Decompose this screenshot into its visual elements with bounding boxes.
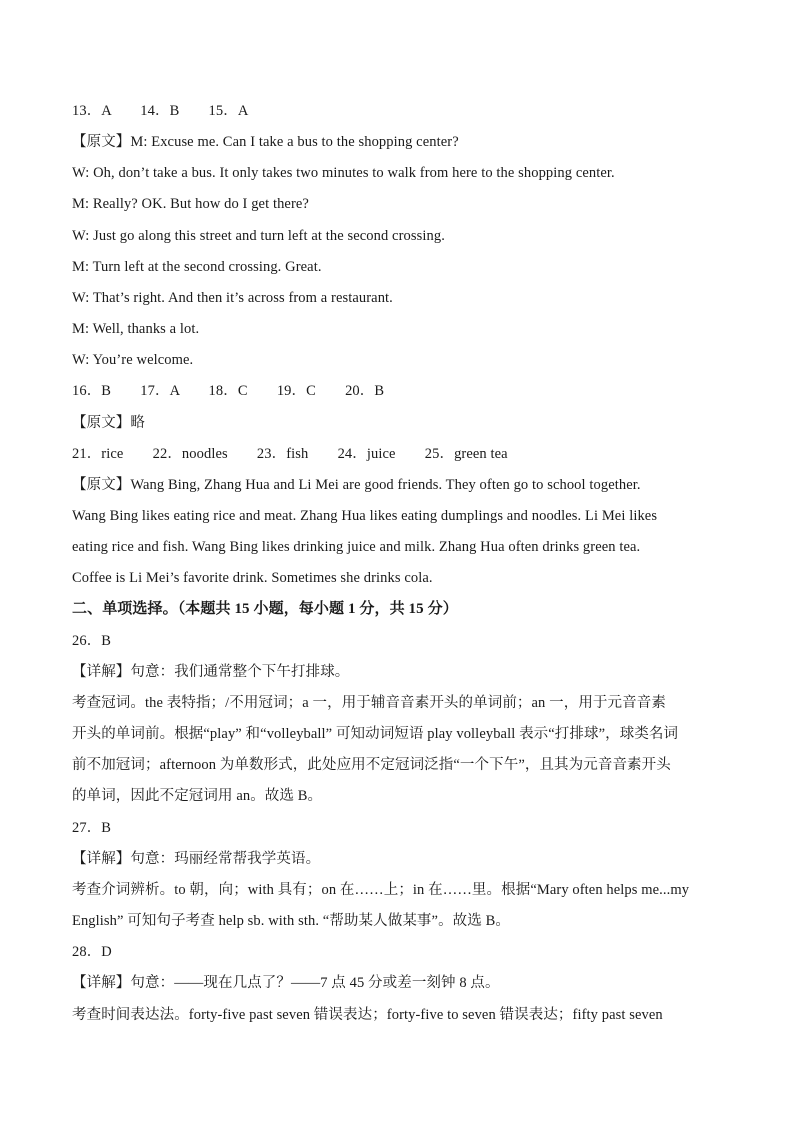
explanation-line: 【详解】句意：——现在几点了？——7 点 45 分或差一刻钟 8 点。 bbox=[72, 975, 500, 991]
transcript-line: M: Well, thanks a lot. bbox=[72, 321, 200, 337]
transcript-line: W: Just go along this street and turn left at the second crossing. bbox=[72, 228, 445, 244]
explanation-line: 【详解】句意：我们通常整个下午打排球。 bbox=[72, 664, 350, 680]
explanation-line: 前不加冠词；afternoon 为单数形式，此处应用不定冠词泛指“一个下午”，且其为元音音素开头 bbox=[72, 757, 671, 773]
explanation-line: 开头的单词前。根据“play” 和“volleyball” 可知动词短语 play volleyball 表示“打排球”，球类名词 bbox=[72, 726, 679, 742]
answer-26: 26．B bbox=[72, 633, 112, 649]
transcript-line: 【原文】Wang Bing, Zhang Hua and Li Mei are good friends. They often go to school together. bbox=[72, 477, 641, 493]
transcript-line: W: That’s right. And then it’s across from a restaurant. bbox=[72, 290, 393, 306]
transcript-omitted: 【原文】略 bbox=[72, 415, 145, 431]
transcript-line: W: You’re welcome. bbox=[72, 352, 194, 368]
explanation-line: 考查时间表达法。forty-five past seven 错误表达；forty-five to seven 错误表达；fifty past seven bbox=[72, 1007, 663, 1023]
transcript-line: Wang Bing likes eating rice and meat. Zhang Hua likes eating dumplings and noodles. Li Mei likes bbox=[72, 508, 658, 524]
explanation-line: 的单词，因此不定冠词用 an。故选 B。 bbox=[72, 788, 323, 804]
transcript-line: 【原文】M: Excuse me. Can I take a bus to the shopping center? bbox=[72, 134, 459, 150]
explanation-line: 考查介词辨析。to 朝，向；with 具有；on 在……上；in 在……里。根据“Mary often helps me...my bbox=[72, 882, 690, 898]
answer-28: 28．D bbox=[72, 944, 112, 960]
transcript-line: Coffee is Li Mei’s favorite drink. Sometimes she drinks cola. bbox=[72, 570, 433, 586]
answer-row-13-15: 13．A 14．B 15．A bbox=[72, 103, 249, 119]
answer-27: 27．B bbox=[72, 820, 112, 836]
answer-row-21-25: 21．rice 22．noodles 23．fish 24．juice 25．green tea bbox=[72, 446, 508, 462]
explanation-line: 考查冠词。the 表特指；/不用冠词；a 一，用于辅音音素开头的单词前；an 一，用于元音音素 bbox=[72, 695, 666, 711]
section-heading: 二、单项选择。（本题共 15 小题，每小题 1 分，共 15 分） bbox=[72, 601, 458, 617]
transcript-line: W: Oh, don’t take a bus. It only takes two minutes to walk from here to the shopping center. bbox=[72, 165, 615, 181]
explanation-line: English” 可知句子考查 help sb. with sth. “帮助某人做某事”。故选 B。 bbox=[72, 913, 510, 929]
transcript-line: M: Turn left at the second crossing. Great. bbox=[72, 259, 322, 275]
transcript-line: eating rice and fish. Wang Bing likes drinking juice and milk. Zhang Hua often drinks green tea. bbox=[72, 539, 641, 555]
explanation-line: 【详解】句意：玛丽经常帮我学英语。 bbox=[72, 851, 321, 867]
answer-row-16-20: 16．B 17．A 18．C 19．C 20．B bbox=[72, 383, 385, 399]
transcript-line: M: Really? OK. But how do I get there? bbox=[72, 196, 309, 212]
